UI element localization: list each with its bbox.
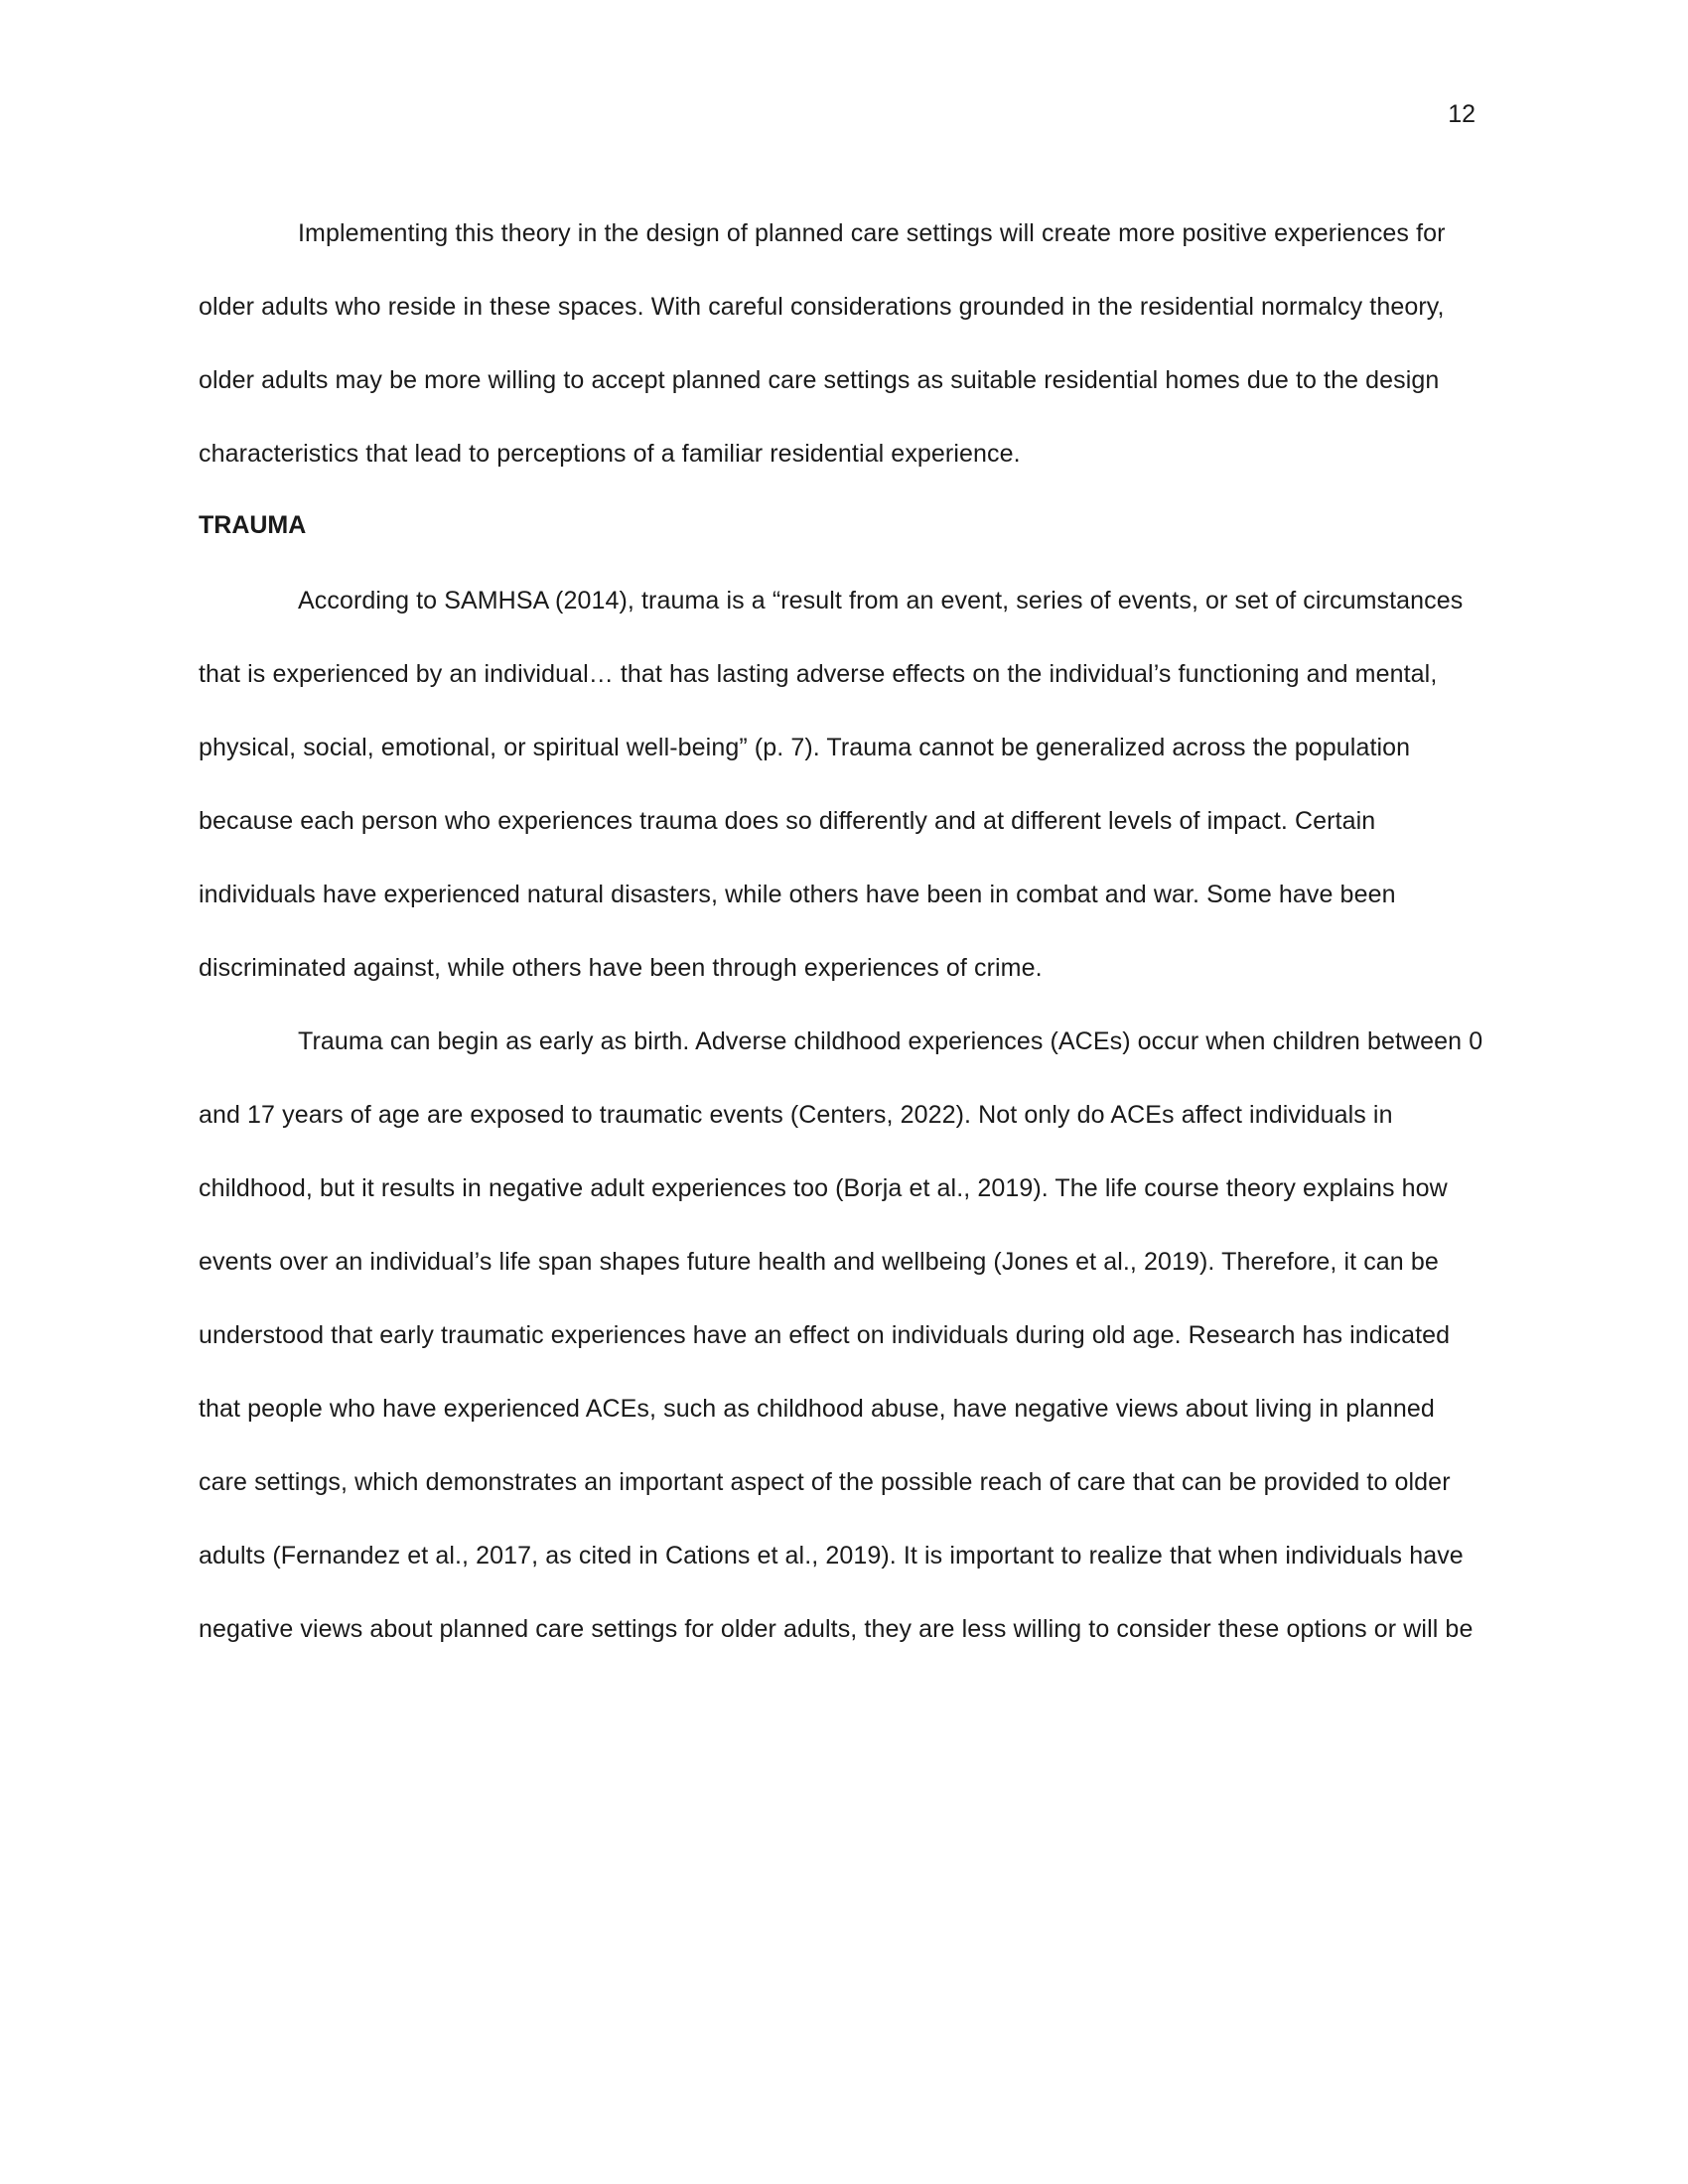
- section-heading-trauma: TRAUMA: [199, 511, 307, 539]
- page-number: 12: [1448, 100, 1476, 128]
- document-body: [199, 197, 1489, 1666]
- paragraph-trauma-definition: According to SAMHSA (2014), trauma is a “result from an event, series of events, or set of circumstances that is experienced by an individual… that has lasting adverse effects on the individual’s functioning and mental, physical, social, emotional, or spiritual well-being” (p. 7). Trauma cannot be generalized across the population because each person who experiences trauma does so differently and at different levels of impact. Certain individuals have experienced natural disasters, while others have been in combat and war. Some have been discriminated against, while others have been through experiences of crime.: [199, 587, 1464, 982]
- paragraph-design-theory: Implementing this theory in the design of planned care settings will create more positive experiences for older adults who reside in these spaces. With careful considerations grounded in the residential normalcy theory, older adults may be more willing to accept planned care settings as suitable residential homes due to the design characteristics that lead to perceptions of a familiar residential experience.: [199, 219, 1446, 468]
- paragraph-childhood-trauma: Trauma can begin as early as birth. Adverse childhood experiences (ACEs) occur when children between 0 and 17 years of age are exposed to traumatic events (Centers, 2022). Not only do ACEs affect individuals in childhood, but it results in negative adult experiences too (Borja et al., 2019). The life course theory explains how events over an individual’s life span shapes future health and wellbeing (Jones et al., 2019). Therefore, it can be understood that early traumatic experiences have an effect on individuals during old age. Research has indicated that people who have experienced ACEs, such as childhood abuse, have negative views about living in planned care settings, which demonstrates an important aspect of the possible reach of care that can be provided to older adults (Fernandez et al., 2017, as cited in Cations et al., 2019). It is important to realize that when individuals have negative views about planned care settings for older adults, they are less willing to consider these options or will be: [199, 1027, 1483, 1643]
